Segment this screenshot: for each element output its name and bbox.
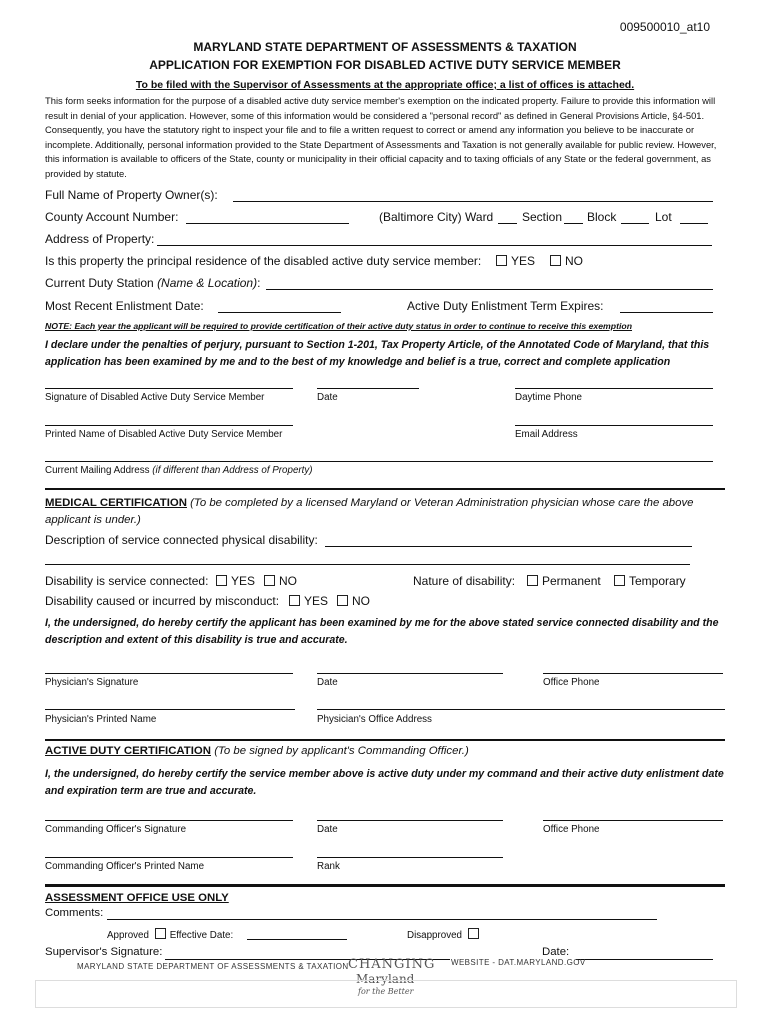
approved-option[interactable] (107, 928, 233, 941)
printed-name-field[interactable] (45, 425, 293, 426)
co-date-field[interactable] (317, 820, 503, 821)
service-connected-label: Disability is service connected: (45, 574, 209, 588)
annual-certification-note: NOTE: Each year the applicant will be required to provide certification of their active duty status in order to continue to receive this exemption (45, 321, 633, 331)
daytime-phone-label: Daytime Phone (515, 392, 582, 403)
effective-date-label: Effective Date: (169, 930, 234, 941)
scan-artifact-box (35, 980, 737, 1008)
address-label: Address of Property: (45, 232, 155, 246)
footer-department: MARYLAND STATE DEPARTMENT OF ASSESSMENTS & TAXATION (77, 962, 349, 971)
temporary-checkbox[interactable] (614, 575, 625, 586)
supervisor-date-field[interactable] (576, 959, 713, 960)
physician-signature-field[interactable] (45, 673, 293, 674)
ward-field[interactable] (498, 223, 517, 224)
member-signature-field[interactable] (45, 388, 293, 389)
logo-maryland: Maryland (356, 972, 415, 986)
block-label: Block (587, 210, 617, 224)
principal-yes-label: YES (511, 254, 536, 268)
enlistment-date-label: Most Recent Enlistment Date: (45, 299, 204, 313)
disability-description-label: Description of service connected physical disability: (45, 533, 318, 547)
disability-description-field-2[interactable] (45, 564, 690, 565)
physician-name-label: Physician's Printed Name (45, 714, 157, 725)
principal-residence-question: Is this property the principal residence of the disabled active duty service member: (45, 254, 482, 268)
co-signature-field[interactable] (45, 820, 293, 821)
principal-yes-checkbox[interactable] (496, 255, 507, 266)
rank-label: Rank (317, 861, 340, 872)
mailing-address-field[interactable] (45, 461, 713, 462)
nature-label: Nature of disability: (413, 574, 516, 588)
section-divider (45, 739, 725, 741)
co-name-field[interactable] (45, 857, 293, 858)
owners-label: Full Name of Property Owner(s): (45, 188, 218, 202)
approved-checkbox[interactable] (155, 928, 166, 939)
office-phone-field[interactable] (543, 673, 723, 674)
disapproved-label: Disapproved (407, 930, 463, 941)
disapproved-option[interactable] (407, 928, 483, 941)
duty-station-label: Current Duty Station (Name & Location): (45, 276, 261, 290)
footer-website: WEBSITE - DAT.MARYLAND.GOV (451, 958, 586, 967)
comments-field[interactable] (107, 919, 657, 920)
misconduct-yes-label: YES (304, 594, 329, 608)
connected-no-option[interactable] (264, 574, 297, 588)
document-id: 009500010_at10 (619, 20, 710, 34)
approved-label: Approved (107, 930, 149, 941)
connected-no-label: NO (279, 574, 297, 588)
lot-field[interactable] (680, 223, 708, 224)
principal-yes-option[interactable] (496, 254, 535, 268)
address-field[interactable] (157, 245, 712, 246)
lot-label: Lot (655, 210, 672, 224)
medical-certification-heading: MEDICAL CERTIFICATION (To be completed by a licensed Maryland or Veteran Administration physician whose care the above applicant is under.) (45, 497, 694, 526)
member-date-field[interactable] (317, 388, 419, 389)
misconduct-no-checkbox[interactable] (337, 595, 348, 606)
misconduct-yes-option[interactable] (289, 594, 328, 608)
email-field[interactable] (515, 425, 713, 426)
connected-no-checkbox[interactable] (264, 575, 275, 586)
daytime-phone-field[interactable] (515, 388, 713, 389)
mailing-address-label: Current Mailing Address (if different than Address of Property) (45, 465, 313, 476)
county-account-field[interactable] (186, 223, 349, 224)
ward-label: (Baltimore City) Ward (379, 210, 494, 224)
logo-changing: CHANGING (348, 957, 436, 972)
office-phone-label: Office Phone (543, 677, 600, 688)
permanent-checkbox[interactable] (527, 575, 538, 586)
member-date-label: Date (317, 392, 338, 403)
disapproved-checkbox[interactable] (468, 928, 479, 939)
co-phone-field[interactable] (543, 820, 723, 821)
county-account-label: County Account Number: (45, 210, 179, 224)
agency-title: MARYLAND STATE DEPARTMENT OF ASSESSMENTS & TAXATION (193, 40, 577, 54)
principal-no-option[interactable] (550, 254, 583, 268)
supervisor-date-label: Date: (542, 946, 570, 958)
office-use-heading: ASSESSMENT OFFICE USE ONLY (45, 892, 229, 904)
co-signature-label: Commanding Officer's Signature (45, 824, 187, 835)
logo-tagline: for the Better (358, 987, 414, 996)
term-expires-label: Active Duty Enlistment Term Expires: (407, 299, 604, 313)
co-date-label: Date (317, 824, 338, 835)
connected-yes-label: YES (231, 574, 256, 588)
physician-certification-statement: I, the undersigned, do hereby certify the applicant has been examined by me for the above stated service connected disability and the description and extent of this disability is true and accurate. (45, 617, 719, 646)
physician-address-label: Physician's Office Address (317, 714, 432, 725)
misconduct-label: Disability caused or incurred by misconduct: (45, 594, 280, 608)
connected-yes-option[interactable] (216, 574, 255, 588)
email-label: Email Address (515, 429, 578, 440)
misconduct-no-option[interactable] (337, 594, 370, 608)
principal-no-checkbox[interactable] (550, 255, 561, 266)
block-field[interactable] (621, 223, 649, 224)
form-title: APPLICATION FOR EXEMPTION FOR DISABLED ACTIVE DUTY SERVICE MEMBER (149, 58, 621, 72)
temporary-label: Temporary (629, 574, 686, 588)
member-signature-label: Signature of Disabled Active Duty Service Member (45, 392, 265, 403)
section-label: Section (522, 210, 563, 224)
principal-no-label: NO (565, 254, 583, 268)
filing-instruction: To be filed with the Supervisor of Assessments at the appropriate office; a list of offices is attached. (135, 79, 635, 91)
commanding-officer-statement: I, the undersigned, do hereby certify the service member above is active duty under my command and their active duty enlistment date and expiration term are true and accurate. (45, 768, 724, 797)
comments-label: Comments: (45, 907, 104, 919)
misconduct-yes-checkbox[interactable] (289, 595, 300, 606)
owners-field[interactable] (233, 201, 713, 202)
temporary-option[interactable] (614, 574, 686, 588)
printed-name-label: Printed Name of Disabled Active Duty Service Member (45, 429, 283, 440)
section-divider (45, 884, 725, 887)
physician-date-field[interactable] (317, 673, 503, 674)
physician-name-field[interactable] (45, 709, 295, 710)
active-duty-heading: ACTIVE DUTY CERTIFICATION (To be signed by applicant's Commanding Officer.) (45, 745, 469, 757)
rank-field[interactable] (317, 857, 503, 858)
physician-address-field[interactable] (317, 709, 725, 710)
physician-date-label: Date (317, 677, 338, 688)
permanent-label: Permanent (542, 574, 601, 588)
co-name-label: Commanding Officer's Printed Name (45, 861, 205, 872)
section-field[interactable] (564, 223, 583, 224)
permanent-option[interactable] (527, 574, 601, 588)
co-phone-label: Office Phone (543, 824, 600, 835)
connected-yes-checkbox[interactable] (216, 575, 227, 586)
enlistment-date-field[interactable] (218, 312, 341, 313)
supervisor-signature-label: Supervisor's Signature: (45, 946, 163, 958)
disability-description-field[interactable] (325, 546, 692, 547)
duty-station-field[interactable] (266, 289, 713, 290)
effective-date-field[interactable] (247, 939, 347, 940)
section-divider (45, 488, 725, 490)
privacy-notice: This form seeks information for the purpose of a disabled active duty service member's exemption on the indicated property. Failure to provide this information will result in denial of your application. However, some of this information would be considered a "personal record" as defined in General Provisions Article, §4-501. Consequently, you have the statutory right to inspect your file and to file a written request to correct or amend any information you believe to be inaccurate or incomplete. Additionally, personal information provided to the State Department of Assessments and Taxation is not generally available for public review. However, this information is available to officers of the State, county or municipality in their official capacity and to taxing officials of any State or the federal government, as provided by statute. (45, 95, 717, 179)
term-expires-field[interactable] (620, 312, 713, 313)
perjury-declaration: I declare under the penalties of perjury, pursuant to Section 1-201, Tax Property Article, of the Annotated Code of Maryland, that this application has been examined by me and to the best of my knowledge and belief is a true, correct and complete application (45, 339, 710, 368)
physician-signature-label: Physician's Signature (45, 677, 139, 688)
misconduct-no-label: NO (352, 594, 370, 608)
